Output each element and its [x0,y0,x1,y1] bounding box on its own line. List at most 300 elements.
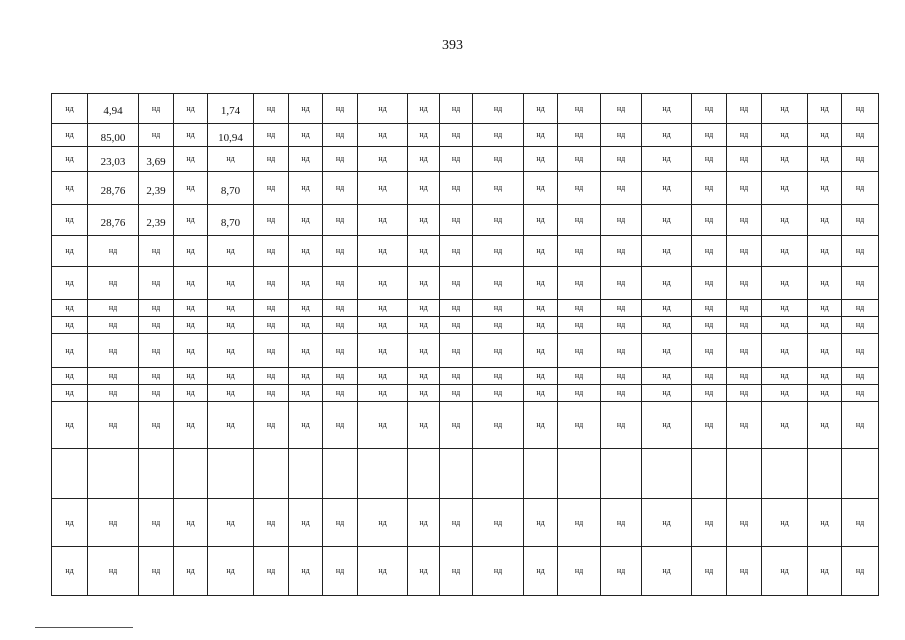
table-cell: нд [323,124,358,147]
table-cell: нд [358,236,408,267]
table-cell [808,449,842,499]
table-cell: нд [254,205,289,236]
table-cell: нд [52,317,88,334]
table-cell: нд [473,172,524,205]
table-cell: нд [762,385,808,402]
table-cell: нд [440,334,473,368]
table-cell: нд [52,236,88,267]
table-cell: нд [323,368,358,385]
table-cell: нд [358,334,408,368]
table-cell: нд [524,334,558,368]
table-cell: нд [842,205,879,236]
table-cell [473,449,524,499]
table-cell: нд [408,267,440,300]
table-cell: нд [289,368,323,385]
table-cell: нд [358,547,408,596]
table-cell: нд [808,267,842,300]
table-cell: нд [289,147,323,172]
table-cell: нд [473,317,524,334]
table-cell: нд [808,147,842,172]
table-cell: нд [139,368,174,385]
table-cell: нд [289,334,323,368]
table-cell: нд [692,499,727,547]
table-cell: нд [601,172,642,205]
table-cell: нд [139,317,174,334]
table-cell: нд [762,236,808,267]
table-cell: нд [289,402,323,449]
table-cell: нд [408,147,440,172]
table-cell: нд [642,300,692,317]
page-number: 393 [442,38,463,53]
table-cell: нд [473,334,524,368]
table-cell: нд [323,147,358,172]
table-cell: нд [762,402,808,449]
table-cell: нд [440,317,473,334]
table-cell: нд [692,317,727,334]
table-cell: нд [88,334,139,368]
table-cell: нд [473,124,524,147]
table-cell: нд [358,385,408,402]
table-cell: нд [289,172,323,205]
table-cell: нд [323,317,358,334]
table-cell [762,449,808,499]
table-cell: нд [440,499,473,547]
table-cell: нд [727,236,762,267]
table-cell: нд [440,172,473,205]
table-cell: нд [842,300,879,317]
table-cell: нд [408,499,440,547]
table-cell: нд [52,267,88,300]
table-cell: нд [323,547,358,596]
table-row [52,449,879,499]
table-cell: нд [762,147,808,172]
table-cell: нд [727,205,762,236]
table-cell: нд [208,147,254,172]
table-cell: нд [88,402,139,449]
table-cell: нд [254,236,289,267]
table-cell: нд [808,402,842,449]
table-cell: нд [440,300,473,317]
table-cell: нд [323,205,358,236]
table-cell: нд [558,368,601,385]
table-cell: нд [601,385,642,402]
table-cell: нд [254,317,289,334]
table-cell [289,449,323,499]
table-cell: нд [254,499,289,547]
table-cell: нд [254,172,289,205]
table-cell: нд [601,236,642,267]
table-cell: нд [842,368,879,385]
table-cell: нд [52,300,88,317]
table-cell: нд [440,547,473,596]
table-cell: нд [323,94,358,124]
table-cell: нд [473,402,524,449]
table-cell: нд [808,334,842,368]
table-cell: нд [473,147,524,172]
table-cell: нд [408,205,440,236]
table-cell: нд [88,267,139,300]
table-cell: нд [440,267,473,300]
table-cell: нд [642,205,692,236]
table-cell: нд [692,172,727,205]
table-cell [323,449,358,499]
table-cell: нд [762,334,808,368]
table-cell: нд [408,317,440,334]
table-cell: нд [408,402,440,449]
table-cell: нд [762,267,808,300]
table-cell: нд [601,547,642,596]
table-cell: нд [254,385,289,402]
table-cell: нд [642,499,692,547]
table-cell: нд [408,124,440,147]
table-cell: нд [727,124,762,147]
table-cell: нд [52,94,88,124]
table-cell: нд [88,300,139,317]
table-cell: нд [473,385,524,402]
table-cell: нд [323,267,358,300]
table-cell: нд [524,402,558,449]
table-row [52,205,879,236]
table-cell: нд [558,300,601,317]
table-cell [139,449,174,499]
table-cell: нд [88,385,139,402]
table-cell: нд [558,124,601,147]
table-cell: нд [473,300,524,317]
table-cell: нд [727,385,762,402]
table-cell: нд [524,172,558,205]
table-cell [842,449,879,499]
table-row [52,172,879,205]
table-cell: нд [642,236,692,267]
table-cell: нд [601,317,642,334]
table-cell: нд [601,402,642,449]
table-cell: нд [289,317,323,334]
table-cell: нд [601,499,642,547]
table-cell: 2,39 [139,172,174,205]
table-cell [727,449,762,499]
table-cell: нд [139,499,174,547]
table-cell: нд [842,236,879,267]
table-cell: нд [174,334,208,368]
table-cell: нд [473,267,524,300]
table-row [52,124,879,147]
table-cell: нд [727,147,762,172]
table-row [52,334,879,368]
table-cell: нд [762,205,808,236]
table-cell: нд [174,267,208,300]
table-cell: нд [88,547,139,596]
table-cell: нд [842,124,879,147]
table-cell: нд [323,236,358,267]
table-cell: нд [208,402,254,449]
table-cell: нд [642,385,692,402]
table-cell: нд [727,368,762,385]
table-cell: 28,76 [88,205,139,236]
table-cell: нд [208,499,254,547]
table-cell: нд [524,147,558,172]
table-cell: нд [323,300,358,317]
table-cell [52,449,88,499]
table-cell: нд [642,547,692,596]
table-cell: нд [692,205,727,236]
table-cell: нд [139,267,174,300]
table-cell: нд [52,385,88,402]
table-cell: нд [408,334,440,368]
table-cell: нд [289,300,323,317]
table-cell: нд [254,124,289,147]
table-cell: нд [208,547,254,596]
table-cell: нд [289,499,323,547]
table-cell: нд [692,147,727,172]
table-cell: нд [408,368,440,385]
table-cell: 3,69 [139,147,174,172]
table-cell: 10,94 [208,124,254,147]
table-cell: нд [323,334,358,368]
table-row [52,317,879,334]
table-cell: нд [727,402,762,449]
table-cell: 8,70 [208,172,254,205]
table-cell: нд [408,236,440,267]
table-cell: нд [762,94,808,124]
table-cell: нд [692,267,727,300]
table-cell: нд [558,402,601,449]
table-cell: нд [254,368,289,385]
table-cell: нд [440,205,473,236]
table-cell: нд [289,267,323,300]
footnote-rule [35,627,133,628]
table-cell: нд [358,205,408,236]
table-cell [254,449,289,499]
table-cell: нд [842,94,879,124]
table-cell: нд [289,124,323,147]
table-cell: нд [139,94,174,124]
table-cell: нд [842,172,879,205]
table-cell: нд [524,385,558,402]
table-row [52,385,879,402]
table-cell: нд [558,205,601,236]
table-cell: нд [473,236,524,267]
table-cell: нд [524,499,558,547]
table-cell: нд [88,317,139,334]
table-row [52,368,879,385]
data-table [51,93,879,596]
table-cell: нд [52,547,88,596]
table-cell: нд [601,368,642,385]
table-cell: 2,39 [139,205,174,236]
table-cell: нд [842,547,879,596]
table-cell: нд [358,267,408,300]
table-cell: нд [174,172,208,205]
table-cell: нд [642,317,692,334]
table-cell [440,449,473,499]
table-cell: нд [473,499,524,547]
table-cell: нд [254,267,289,300]
table-cell: нд [524,205,558,236]
table-cell: нд [524,267,558,300]
table-cell: нд [842,402,879,449]
table-cell: нд [692,385,727,402]
table-cell: нд [692,547,727,596]
table-cell: нд [601,94,642,124]
table-cell: нд [289,205,323,236]
table-cell: нд [524,547,558,596]
table-cell: нд [642,94,692,124]
table-cell: нд [842,147,879,172]
table-cell: нд [524,94,558,124]
table-row [52,267,879,300]
table-cell: нд [558,236,601,267]
table-cell: нд [139,334,174,368]
table-cell: нд [808,124,842,147]
table-cell: нд [358,147,408,172]
table-cell: нд [358,402,408,449]
table-cell: нд [601,205,642,236]
table-cell: нд [808,368,842,385]
table-cell: нд [642,402,692,449]
table-cell: нд [139,385,174,402]
table-cell: нд [174,385,208,402]
table-cell: нд [139,300,174,317]
table-cell: нд [727,172,762,205]
table-cell: нд [762,124,808,147]
table-cell: нд [692,94,727,124]
table-cell: нд [208,385,254,402]
table-cell: нд [842,334,879,368]
table-cell: нд [692,236,727,267]
table-cell: нд [524,317,558,334]
table-cell: нд [558,317,601,334]
table-cell: нд [208,368,254,385]
table-cell: нд [727,499,762,547]
table-cell: 4,94 [88,94,139,124]
table-cell: нд [558,334,601,368]
table-cell: нд [558,385,601,402]
table-cell: нд [174,236,208,267]
table-cell: нд [762,368,808,385]
table-cell [174,449,208,499]
table-cell: нд [808,94,842,124]
table-cell: нд [727,334,762,368]
table-cell: нд [139,236,174,267]
table-cell: нд [808,499,842,547]
table-cell: нд [601,300,642,317]
table-cell: нд [440,402,473,449]
table-cell: нд [52,368,88,385]
table-cell: нд [52,334,88,368]
table-row [52,547,879,596]
table-cell [208,449,254,499]
table-cell: нд [52,124,88,147]
table-cell: нд [762,547,808,596]
table-cell: нд [358,317,408,334]
table-cell: нд [558,94,601,124]
table-cell: нд [254,94,289,124]
table-cell: нд [52,499,88,547]
table-cell: нд [174,317,208,334]
table-row [52,499,879,547]
table-cell: нд [601,267,642,300]
table-cell: нд [408,172,440,205]
table-cell: нд [727,317,762,334]
table-row [52,300,879,317]
table-cell: нд [139,547,174,596]
table-cell: нд [558,499,601,547]
table-cell: нд [473,547,524,596]
table-cell [692,449,727,499]
table-cell: нд [358,368,408,385]
table-cell: нд [408,385,440,402]
table-cell: нд [692,402,727,449]
table-cell: нд [289,547,323,596]
table-cell: нд [762,172,808,205]
table-cell: нд [727,267,762,300]
table-cell: нд [842,499,879,547]
table-cell: нд [174,147,208,172]
table-cell: нд [727,94,762,124]
table-cell: нд [808,385,842,402]
table-cell: нд [323,172,358,205]
table-cell: нд [139,124,174,147]
table-cell: нд [524,124,558,147]
table-cell: нд [642,334,692,368]
table-cell: нд [208,334,254,368]
table-cell: нд [52,147,88,172]
table-cell: нд [88,368,139,385]
table-cell [558,449,601,499]
table-cell: нд [558,267,601,300]
table-cell: нд [358,499,408,547]
table-cell: нд [808,236,842,267]
table-cell: 85,00 [88,124,139,147]
table-cell: нд [358,172,408,205]
table-cell: нд [174,205,208,236]
table-cell: нд [358,300,408,317]
table-cell: нд [808,317,842,334]
table-cell: нд [323,402,358,449]
table-cell: нд [52,402,88,449]
table-cell: нд [808,547,842,596]
table-cell: нд [692,368,727,385]
table-cell: нд [642,147,692,172]
table-cell: нд [289,385,323,402]
table-cell: нд [692,334,727,368]
table-cell: нд [808,205,842,236]
table-cell [408,449,440,499]
table-cell: нд [842,317,879,334]
table-cell: нд [254,547,289,596]
table-cell: 23,03 [88,147,139,172]
table-cell: нд [88,499,139,547]
table-cell [524,449,558,499]
table-cell: нд [208,317,254,334]
table-cell: нд [440,147,473,172]
table-cell: нд [473,368,524,385]
table-cell: 1,74 [208,94,254,124]
table-cell: 8,70 [208,205,254,236]
table-cell: нд [408,300,440,317]
table-cell: нд [52,205,88,236]
table-cell: нд [558,147,601,172]
table-cell: нд [254,300,289,317]
table-cell: нд [52,172,88,205]
table-cell: нд [323,499,358,547]
table-cell: нд [289,94,323,124]
table-cell: нд [524,236,558,267]
table-cell: нд [473,205,524,236]
table-cell: нд [727,300,762,317]
table-cell: нд [440,385,473,402]
table-cell: нд [289,236,323,267]
